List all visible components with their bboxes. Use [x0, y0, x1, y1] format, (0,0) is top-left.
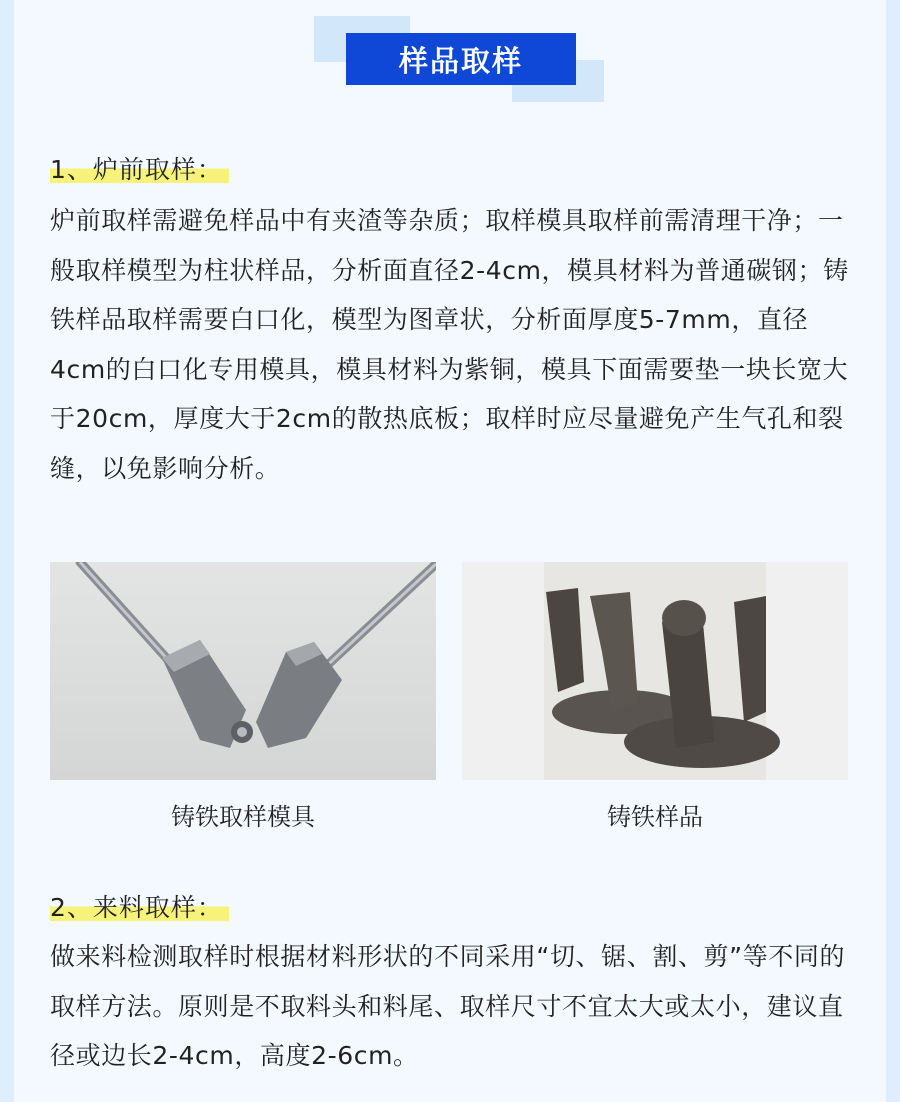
page	[14, 0, 886, 1102]
sample-illustration	[462, 562, 848, 780]
section-heading-incoming: 2、来料取样：	[50, 888, 229, 924]
mold-illustration	[50, 562, 436, 780]
section-body-furnace: 炉前取样需避免样品中有夹渣等杂质；取样模具取样前需清理干净；一般取样模型为柱状样品，分析面直径2-4cm，模具材料为普通碳钢；铸铁样品取样需要白口化，模型为图章状，分析面厚度5-7mm，直径4cm的白口化专用模具，模具材料为紫铜，模具下面需要垫一块长宽大于20cm，厚度大于2cm的散热底板；取样时应尽量避免产生气孔和裂缝，以免影响分析。	[50, 206, 849, 483]
sample-photo	[462, 562, 848, 780]
section-heading-furnace: 1、炉前取样：	[50, 150, 229, 186]
mold-caption: 铸铁取样模具	[171, 803, 315, 831]
title-banner	[314, 16, 614, 106]
section-body-incoming: 做来料检测取样时根据材料形状的不同采用“切、锯、割、剪”等不同的取样方法。原则是不取料头和料尾、取样尺寸不宜太大或太小，建议直径或边长2-4cm，高度2-6cm。	[50, 942, 846, 1070]
mold-photo	[50, 562, 436, 780]
page-title: 样品取样	[346, 33, 576, 85]
sample-caption: 铸铁样品	[607, 803, 703, 831]
